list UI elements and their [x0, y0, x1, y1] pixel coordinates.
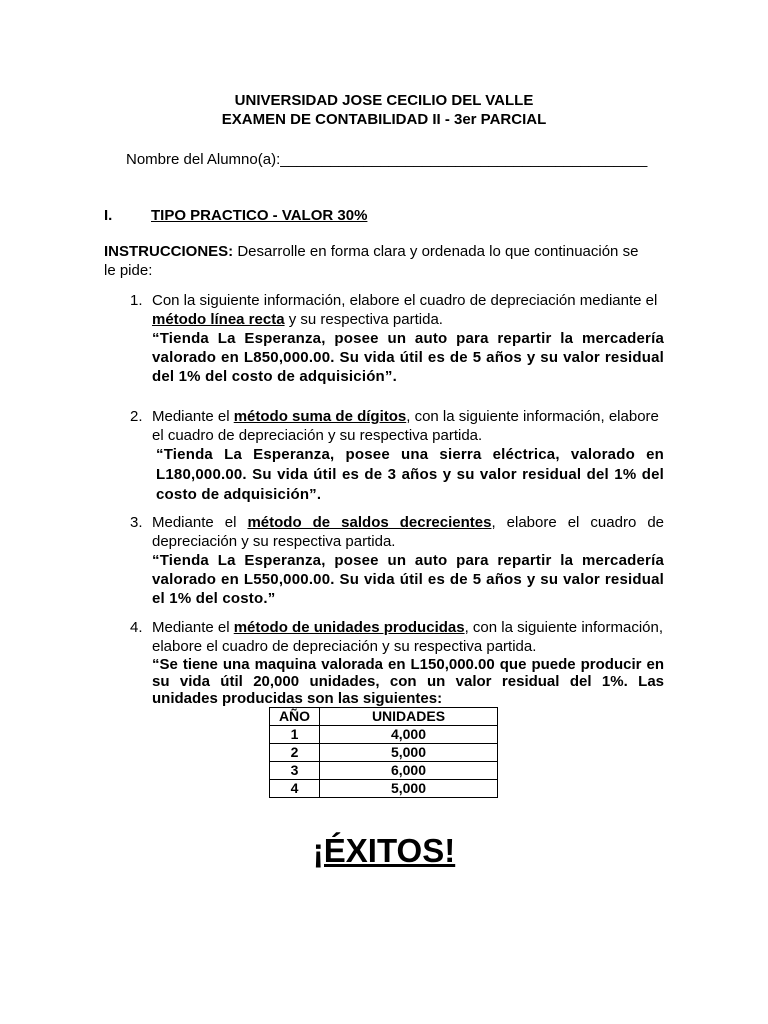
method-name: método de saldos decrecientes [247, 514, 492, 531]
question-item [152, 618, 664, 707]
instructions-text: Desarrolle en forma clara y ordenada lo que continuación se [233, 243, 639, 260]
question-item [152, 513, 664, 608]
year-cell: 1 [270, 726, 320, 744]
item-number: 1. [130, 292, 143, 309]
table-row [270, 726, 498, 744]
student-name-label: Nombre del Alumno(a): [126, 151, 281, 168]
university-title: UNIVERSIDAD JOSE CECILIO DEL VALLE [234, 92, 534, 109]
question-text: Mediante el método de unidades producidas, con la siguiente información, elabore el cuadro de depreciación y su respectiva partida. [152, 619, 664, 655]
question-item [152, 407, 664, 505]
section-numeral: I. [104, 207, 113, 224]
question-quote: “Tienda La Esperanza, posee un auto para repartir la mercadería valorado en L550,000.00. Su vida útil es de 5 años y su valor residual el 1% del costo.” [152, 552, 664, 607]
units-cell: 5,000 [320, 780, 498, 798]
student-name-line: ____________________________________________ [280, 151, 648, 168]
question-text: Con la siguiente información, elabore el cuadro de depreciación mediante el método línea recta y su respectiva partida. [152, 292, 658, 328]
units-header: UNIDADES [320, 708, 498, 726]
year-cell: 4 [270, 780, 320, 798]
table-row [270, 780, 498, 798]
item-number: 4. [130, 619, 143, 636]
year-cell: 2 [270, 744, 320, 762]
units-cell: 6,000 [320, 762, 498, 780]
question-text: Mediante el método de saldos decrecientes, elabore el cuadro de depreciación y su respectiva partida. [152, 514, 664, 550]
year-header: AÑO [270, 708, 320, 726]
year-cell: 3 [270, 762, 320, 780]
units-cell: 5,000 [320, 744, 498, 762]
exam-title: EXAMEN DE CONTABILIDAD II - 3er PARCIAL [221, 111, 547, 128]
question-item [152, 291, 664, 386]
instructions-label: INSTRUCCIONES: [104, 243, 234, 260]
question-quote: “Tienda La Esperanza, posee una sierra eléctrica, valorado en L180,000.00. Su vida útil es de 3 años y su valor residual del 1% del costo de adquisición”. [156, 446, 664, 503]
table-row [270, 744, 498, 762]
method-name: método línea recta [152, 311, 285, 328]
question-text: Mediante el método suma de dígitos, con la siguiente información, elabore el cuadro de depreciación y su respectiva partida. [152, 408, 659, 444]
units-table [269, 707, 498, 798]
instructions [104, 242, 666, 280]
section-title: TIPO PRACTICO - VALOR 30% [151, 207, 368, 224]
units-cell: 4,000 [320, 726, 498, 744]
method-name: método suma de dígitos [233, 408, 407, 425]
closing-message: ¡ÉXITOS! [312, 832, 456, 869]
item-number: 2. [130, 408, 143, 425]
method-name: método de unidades producidas [233, 619, 465, 636]
table-row [270, 762, 498, 780]
question-quote: “Se tiene una maquina valorada en L150,000.00 que puede producir en su vida útil 20,000 unidades, con un valor residual del 1%. Las unidades producidas son las siguientes: [152, 656, 664, 707]
instructions-text-2: le pide: [104, 262, 153, 279]
table-header-row [270, 708, 498, 726]
question-quote: “Tienda La Esperanza, posee un auto para repartir la mercadería valorado en L850,000.00. Su vida útil es de 5 años y su valor residual del 1% del costo de adquisición”. [152, 330, 664, 385]
student-name-field [126, 150, 647, 169]
item-number: 3. [130, 514, 143, 531]
